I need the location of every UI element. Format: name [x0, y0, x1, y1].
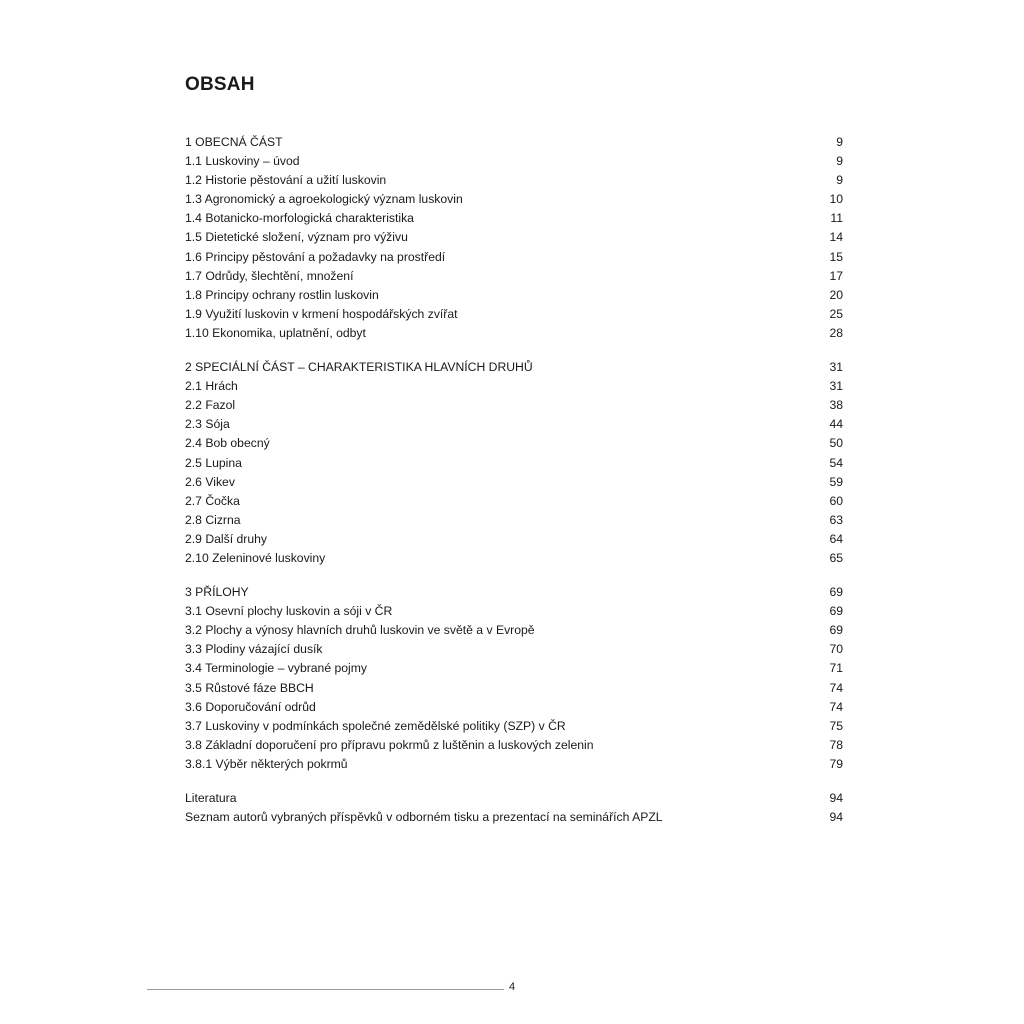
- toc-entry[interactable]: [185, 717, 843, 736]
- toc-entry-title: 1.2 Historie pěstování a užití luskovin: [185, 173, 387, 188]
- toc-entry-page: 69: [829, 585, 843, 600]
- toc-entry-title: 3.1 Osevní plochy luskovin a sóji v ČR: [185, 604, 393, 619]
- toc-entry-page: 9: [836, 135, 843, 149]
- toc-entry-page: 25: [829, 306, 843, 321]
- toc-entry-page: 17: [829, 268, 843, 283]
- toc-entry-title: 3 PŘÍLOHY: [185, 585, 249, 600]
- toc-entry-title: 2.3 Sója: [185, 417, 230, 432]
- toc-entry-title: 2 SPECIÁLNÍ ČÁST – CHARAKTERISTIKA HLAVNÍCH DRUHŮ: [185, 360, 533, 375]
- toc-entry[interactable]: [185, 789, 843, 808]
- toc-entry[interactable]: [185, 698, 843, 717]
- toc-entry-title: 3.6 Doporučování odrůd: [185, 699, 316, 714]
- toc-entry[interactable]: [185, 434, 843, 453]
- toc-entry-page: 59: [829, 474, 843, 489]
- toc-entry-page: 10: [829, 192, 843, 207]
- toc-entry-title: 1.7 Odrůdy, šlechtění, množení: [185, 268, 354, 283]
- toc-entry-page: 14: [829, 230, 843, 245]
- toc-entry-title: 3.7 Luskoviny v podmínkách společné zemědělské politiky (SZP) v ČR: [185, 718, 566, 733]
- toc-entry-title: 3.5 Růstové fáze BBCH: [185, 680, 314, 695]
- toc-entry-title: 2.7 Čočka: [185, 493, 240, 508]
- toc-section: [185, 789, 843, 827]
- toc-entry-page: 78: [829, 737, 843, 752]
- toc-entry-title: 2.9 Další druhy: [185, 531, 267, 546]
- toc-entry-page: 44: [829, 417, 843, 432]
- toc-entry-title: 1.6 Principy pěstování a požadavky na prostředí: [185, 249, 446, 264]
- toc-entry[interactable]: [185, 286, 843, 305]
- toc-entry-page: 63: [829, 512, 843, 527]
- toc-entry[interactable]: [185, 305, 843, 324]
- toc-entry-page: 11: [830, 211, 843, 226]
- toc-entry-title: 2.1 Hrách: [185, 379, 238, 394]
- table-of-contents: [185, 133, 843, 827]
- toc-entry-page: 9: [836, 154, 843, 169]
- toc-entry[interactable]: [185, 190, 843, 209]
- footer-divider: [147, 989, 504, 990]
- page-number: 4: [509, 981, 516, 993]
- toc-entry-page: 54: [829, 455, 843, 470]
- toc-entry-title: 3.2 Plochy a výnosy hlavních druhů luskovin ve světě a v Evropě: [185, 623, 535, 638]
- toc-entry[interactable]: [185, 621, 843, 640]
- toc-entry-page: 50: [829, 436, 843, 451]
- toc-entry[interactable]: [185, 583, 843, 602]
- toc-entry[interactable]: [185, 473, 843, 492]
- toc-entry[interactable]: [185, 171, 843, 190]
- toc-entry-page: 79: [829, 756, 843, 771]
- toc-entry-title: 1.10 Ekonomika, uplatnění, odbyt: [185, 325, 366, 340]
- toc-entry-page: 31: [829, 360, 843, 375]
- toc-entry[interactable]: [185, 248, 843, 267]
- toc-entry-title: 3.3 Plodiny vázající dusík: [185, 642, 323, 657]
- toc-entry-title: 1.1 Luskoviny – úvod: [185, 154, 300, 169]
- toc-entry-title: 1.4 Botanicko-morfologická charakteristika: [185, 211, 414, 226]
- toc-entry-page: 69: [829, 623, 843, 638]
- toc-entry-title: 2.10 Zeleninové luskoviny: [185, 550, 326, 565]
- toc-entry-page: 38: [829, 398, 843, 413]
- toc-entry[interactable]: [185, 209, 843, 228]
- toc-entry[interactable]: [185, 133, 843, 152]
- toc-entry-title: 2.4 Bob obecný: [185, 436, 270, 451]
- toc-entry[interactable]: [185, 152, 843, 171]
- toc-entry-title: 2.6 Vikev: [185, 474, 235, 489]
- toc-entry[interactable]: [185, 492, 843, 511]
- toc-entry[interactable]: [185, 755, 843, 774]
- toc-entry-page: 20: [829, 287, 843, 302]
- toc-entry[interactable]: [185, 358, 843, 377]
- toc-entry[interactable]: [185, 454, 843, 473]
- toc-entry-title: 2.5 Lupina: [185, 455, 242, 470]
- toc-entry-title: 1.8 Principy ochrany rostlin luskovin: [185, 287, 379, 302]
- toc-entry[interactable]: [185, 602, 843, 621]
- toc-entry-title: 2.2 Fazol: [185, 398, 236, 413]
- toc-entry[interactable]: [185, 267, 843, 286]
- toc-entry-page: 94: [829, 791, 843, 805]
- toc-entry[interactable]: [185, 679, 843, 698]
- toc-entry-page: 28: [829, 325, 843, 340]
- toc-entry[interactable]: [185, 511, 843, 530]
- toc-entry[interactable]: [185, 415, 843, 434]
- toc-entry-page: 75: [829, 718, 843, 733]
- toc-entry-page: 15: [829, 249, 843, 264]
- toc-section: [185, 583, 843, 774]
- toc-entry[interactable]: [185, 640, 843, 659]
- toc-entry[interactable]: [185, 549, 843, 568]
- toc-entry[interactable]: [185, 377, 843, 396]
- toc-entry-page: 60: [829, 493, 843, 508]
- toc-entry-page: 71: [829, 661, 843, 676]
- toc-entry-title: 3.8 Základní doporučení pro přípravu pokrmů z luštěnin a luskových zelenin: [185, 737, 594, 752]
- toc-entry-page: 74: [829, 680, 843, 695]
- toc-entry-title: 1.3 Agronomický a agroekologický význam luskovin: [185, 192, 463, 207]
- toc-section: [185, 133, 843, 343]
- page-title: OBSAH: [185, 74, 255, 95]
- toc-entry-title: 1.9 Využití luskovin v krmení hospodářských zvířat: [185, 306, 458, 321]
- toc-entry-title: 3.8.1 Výběr některých pokrmů: [185, 756, 348, 771]
- toc-entry-page: 94: [829, 810, 843, 825]
- toc-entry-page: 69: [829, 604, 843, 619]
- toc-entry[interactable]: [185, 736, 843, 755]
- toc-section: [185, 358, 843, 568]
- toc-entry-title: 2.8 Cizrna: [185, 512, 241, 527]
- toc-entry-page: 64: [829, 531, 843, 546]
- toc-entry-title: 3.4 Terminologie – vybrané pojmy: [185, 661, 368, 676]
- toc-entry[interactable]: [185, 228, 843, 247]
- toc-entry-page: 31: [829, 379, 843, 394]
- toc-entry[interactable]: [185, 530, 843, 549]
- toc-entry[interactable]: [185, 808, 843, 827]
- toc-entry[interactable]: [185, 324, 843, 343]
- toc-entry-page: 65: [829, 550, 843, 565]
- toc-entry-title: Literatura: [185, 791, 237, 805]
- toc-entry-page: 9: [836, 173, 843, 188]
- toc-entry[interactable]: [185, 396, 843, 415]
- toc-entry[interactable]: [185, 659, 843, 678]
- toc-entry-title: 1 OBECNÁ ČÁST: [185, 135, 283, 149]
- toc-entry-page: 70: [829, 642, 843, 657]
- toc-entry-title: Seznam autorů vybraných příspěvků v odborném tisku a prezentací na seminářích APZL: [185, 810, 663, 825]
- toc-entry-title: 1.5 Dietetické složení, význam pro výživu: [185, 230, 408, 245]
- toc-entry-page: 74: [829, 699, 843, 714]
